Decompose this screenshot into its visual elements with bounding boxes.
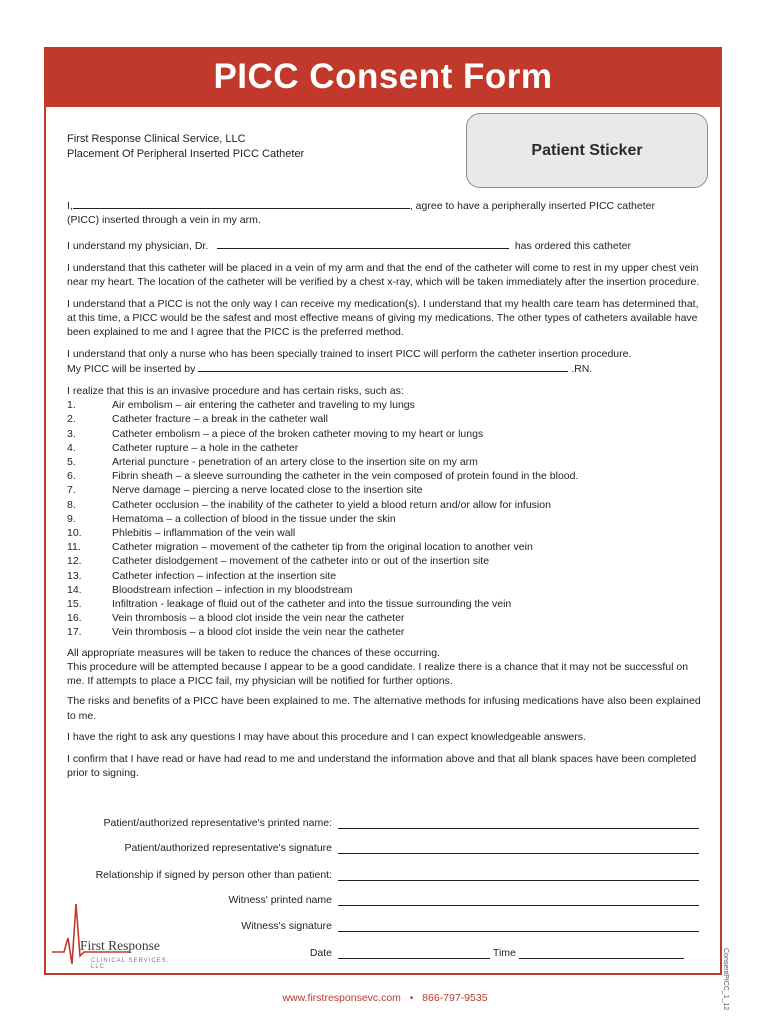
- risk-item: 17. Vein thrombosis – a blood clot inside the vein near the catheter: [67, 626, 405, 639]
- risks-intro: I realize that this is an invasive procedure and has certain risks, such as:: [67, 385, 404, 398]
- risk-item: 11. Catheter migration – movement of the catheter tip from the original location to another vein: [67, 541, 533, 554]
- website-link[interactable]: www.firstresponsevc.com: [282, 992, 401, 1004]
- risk-item: 6. Fibrin sheath – a sleeve surrounding the catheter in the vein composed of protein found in the blood.: [67, 470, 579, 483]
- measures-paragraph: All appropriate measures will be taken to reduce the chances of these occurring. This procedure will be attempted because I appear to be a good candidate. I realize there is a chance that it may not be successful on me. If attempts to place a PICC fail, my physician will be notified for further options.: [67, 646, 689, 688]
- footer: www.firstresponsevc.com • 866-797-9535: [282, 992, 488, 1004]
- witness-signature-row: Witness's signature: [67, 920, 699, 932]
- patient-name-blank[interactable]: [73, 198, 410, 209]
- risk-item: 8. Catheter occlusion – the inability of the catheter to yield a blood return and/or allow for infusion: [67, 498, 551, 511]
- risk-item: 4. Catheter rupture – a hole in the catheter: [67, 441, 299, 454]
- risk-item: 14. Bloodstream infection – infection in my bloodstream: [67, 583, 353, 596]
- risk-item: 12. Catheter dislodgement – movement of the catheter into or out of the insertion site: [67, 555, 490, 568]
- phone-number: 866-797-9535: [422, 992, 488, 1004]
- witness-signature-line[interactable]: [338, 920, 699, 932]
- physician-name-blank[interactable]: [217, 238, 509, 249]
- candidate-text: This procedure will be attempted because I appear to be a good candidate. I realize there is a chance that it may not be successful on me. If attempts to place a PICC fail, my physician will be notified for further options.: [67, 660, 689, 688]
- placement-paragraph: I understand that this catheter will be placed in a vein of my arm and that the end of the catheter will come to rest in my upper chest vein near my heart. The location of the catheter will be verified by a chest x-ray, which will be taken immediately after the insertion procedure.: [67, 262, 700, 289]
- procedure-name: Placement Of Peripheral Inserted PICC Catheter: [67, 148, 305, 160]
- questions-paragraph: I have the right to ask any questions I may have about this procedure and I can expect knowledgeable answers.: [67, 731, 586, 744]
- risk-list: [67, 398, 707, 639]
- nurse-name-blank[interactable]: [198, 361, 568, 372]
- confirm-paragraph: I confirm that I have read or have had read to me and understand the information above and that all blank spaces have been completed prior to signing.: [67, 752, 697, 780]
- nurse-paragraph: I understand that only a nurse who has been specially trained to insert PICC will perform the catheter insertion procedure. My PICC will be inserted by .RN.: [67, 348, 632, 376]
- printed-name-line[interactable]: [338, 817, 699, 829]
- witness-name-row: Witness' printed name: [67, 894, 699, 906]
- physician-paragraph: I understand my physician, Dr. has ordered this catheter: [67, 240, 631, 253]
- company-info: [67, 132, 304, 162]
- not-only-way-paragraph: I understand that a PICC is not the only way I can receive my medication(s). I understand that my health care team has determined that, at this time, a PICC would be the safest and most effective means of giving my medications. The other types of catheters available have been explained to me and I agree that the PICC is the preferred method.: [67, 298, 699, 339]
- risk-item: 3. Catheter embolism – a piece of the broken catheter moving to my heart or lungs: [67, 427, 484, 440]
- relationship-row: Relationship if signed by person other than patient:: [67, 869, 699, 881]
- signature-row: Patient/authorized representative's signature: [67, 842, 699, 854]
- witness-name-line[interactable]: [338, 894, 699, 906]
- relationship-line[interactable]: [338, 869, 699, 881]
- risk-item: 9. Hematoma – a collection of blood in the tissue under the skin: [67, 512, 396, 525]
- risk-item: 1. Air embolism – air entering the catheter and traveling to my lungs: [67, 399, 415, 412]
- risk-item: 13. Catheter infection – infection at the insertion site: [67, 569, 337, 582]
- printed-name-row: Patient/authorized representative's printed name:: [67, 817, 699, 829]
- time-line[interactable]: [519, 948, 684, 959]
- date-time-row: Date Time: [67, 947, 699, 959]
- agree-paragraph: I, , agree to have a peripherally inserted PICC catheter (PICC) inserted through a vein in my arm.: [67, 200, 655, 227]
- risk-item: 5. Arterial puncture - penetration of an artery close to the insertion site on my arm: [67, 456, 478, 469]
- risk-item: 10. Phlebitis – inflammation of the vein wall: [67, 527, 296, 540]
- risk-item: 16. Vein thrombosis – a blood clot inside the vein near the catheter: [67, 612, 405, 625]
- company-name: First Response Clinical Service, LLC: [67, 133, 246, 145]
- consent-body: [67, 198, 707, 788]
- patient-sticker-box: Patient Sticker: [466, 113, 708, 188]
- risk-item: 15. Infiltration - leakage of fluid out of the catheter and into the tissue surrounding the vein: [67, 598, 512, 611]
- date-line[interactable]: [338, 948, 490, 959]
- benefits-paragraph: The risks and benefits of a PICC have been explained to me. The alternative methods for infusing medications have also been explained to me.: [67, 695, 701, 722]
- signature-line[interactable]: [338, 842, 699, 854]
- page-title: PICC Consent Form: [44, 47, 722, 107]
- first-response-logo: First Response CLINICAL SERVICES, LLC: [50, 900, 180, 972]
- form-code: ConsentPICC_1_12: [722, 948, 729, 1011]
- risk-item: 2. Catheter fracture – a break in the catheter wall: [67, 413, 328, 426]
- risk-item: 7. Nerve damage – piercing a nerve located close to the insertion site: [67, 484, 423, 497]
